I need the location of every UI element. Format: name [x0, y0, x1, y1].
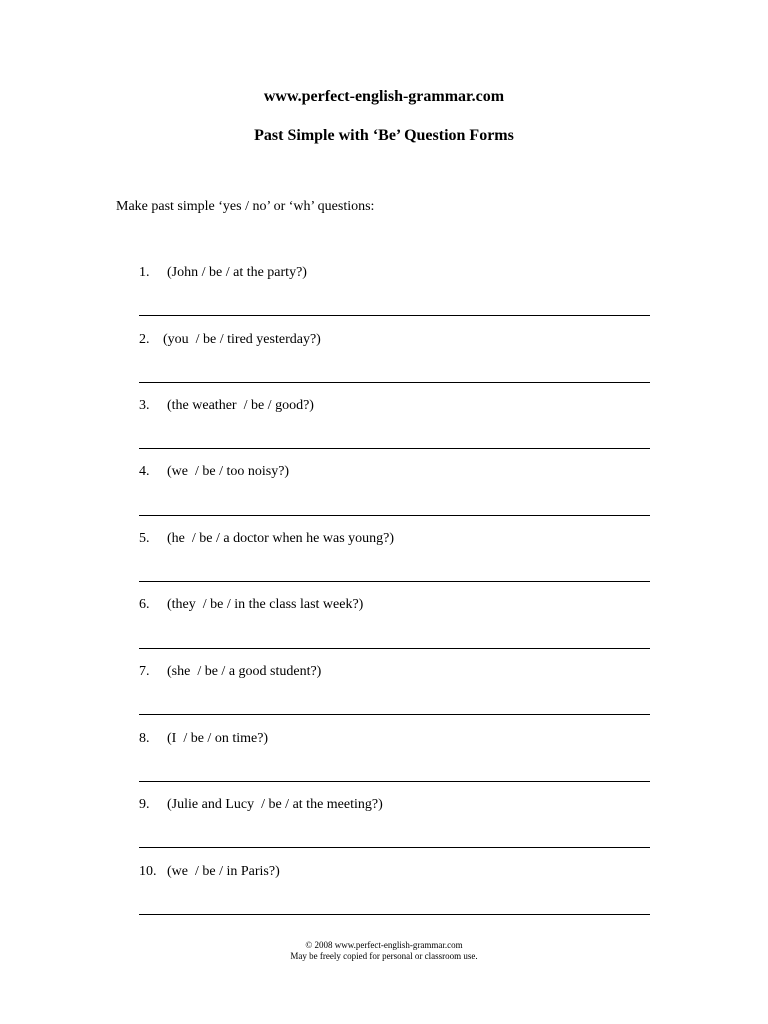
question-item — [139, 864, 650, 924]
question-item — [139, 597, 650, 657]
question-number: 3. — [139, 398, 150, 413]
footer-copyright: © 2008 www.perfect-english-grammar.com — [305, 940, 463, 950]
answer-line[interactable] — [139, 515, 650, 516]
answer-line[interactable] — [139, 382, 650, 383]
answer-line[interactable] — [139, 648, 650, 649]
question-number: 6. — [139, 597, 150, 612]
question-prompt: (we / be / in Paris?) — [167, 864, 280, 879]
question-prompt: (you / be / tired yesterday?) — [163, 332, 321, 347]
question-prompt: (he / be / a doctor when he was young?) — [167, 531, 395, 546]
question-number: 1. — [139, 265, 150, 280]
question-item — [139, 464, 650, 524]
question-item — [139, 664, 650, 724]
question-number: 4. — [139, 464, 150, 479]
question-prompt: (Julie and Lucy / be / at the meeting?) — [167, 797, 383, 812]
answer-line[interactable] — [139, 914, 650, 915]
question-item — [139, 797, 650, 857]
question-number: 10. — [139, 864, 157, 879]
question-number: 8. — [139, 731, 150, 746]
question-prompt: (she / be / a good student?) — [167, 664, 322, 679]
question-number: 2. — [139, 332, 150, 347]
footer — [0, 940, 768, 962]
instructions: Make past simple ‘yes / no’ or ‘wh’ questions: — [116, 199, 375, 214]
question-number: 5. — [139, 531, 150, 546]
question-number: 7. — [139, 664, 150, 679]
question-prompt: (I / be / on time?) — [167, 731, 269, 746]
answer-line[interactable] — [139, 315, 650, 316]
question-item — [139, 731, 650, 791]
question-prompt: (they / be / in the class last week?) — [167, 597, 364, 612]
question-prompt: (the weather / be / good?) — [167, 398, 314, 413]
question-item — [139, 398, 650, 458]
question-number: 9. — [139, 797, 150, 812]
answer-line[interactable] — [139, 781, 650, 782]
page-title: Past Simple with ‘Be’ Question Forms — [254, 127, 514, 144]
question-item — [139, 265, 650, 325]
question-item — [139, 332, 650, 392]
answer-line[interactable] — [139, 448, 650, 449]
answer-line[interactable] — [139, 714, 650, 715]
answer-line[interactable] — [139, 847, 650, 848]
footer-note: May be freely copied for personal or classroom use. — [290, 951, 478, 961]
question-item — [139, 531, 650, 591]
answer-line[interactable] — [139, 581, 650, 582]
site-title: www.perfect-english-grammar.com — [263, 88, 505, 105]
question-prompt: (John / be / at the party?) — [167, 265, 307, 280]
question-prompt: (we / be / too noisy?) — [167, 464, 290, 479]
